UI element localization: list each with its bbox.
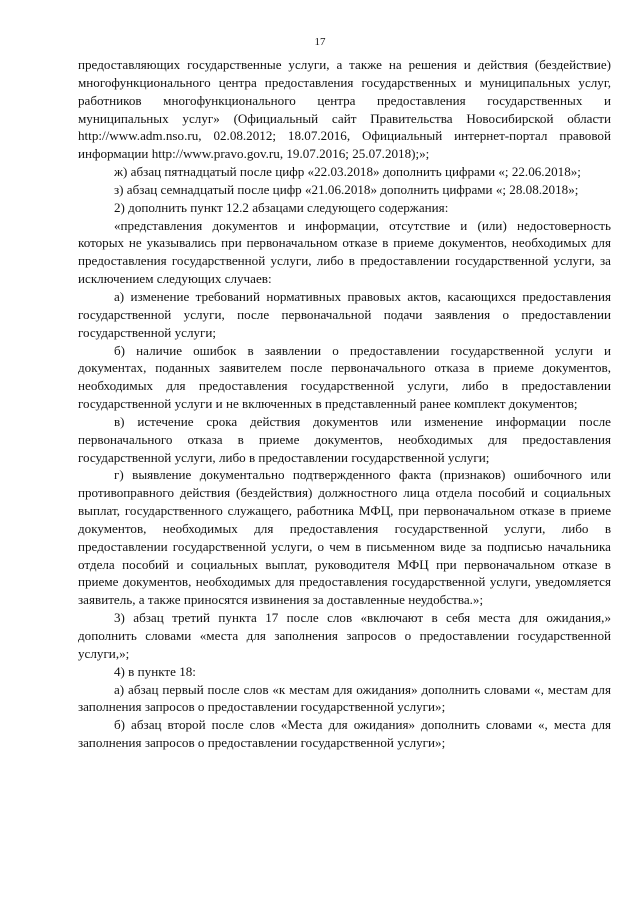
paragraph-item-3: 3) абзац третий пункта 17 после слов «включают в себя места для ожидания,» дополнить словами «места для заполнения запросов о предоставлении государственной услуги,»; [78, 610, 611, 661]
page-number: 17 [314, 36, 326, 48]
paragraph-item-g: г) выявление документально подтвержденного факта (признаков) ошибочного или противоправного действия (бездействия) должностного лица отдела пособий и социальных выплат, государственного служащего, работника МФЦ, при первоначальном отказе в приеме документов, необходимых для предоставления государственной услуги, либо в предоставлении государственной услуги, о чем в письменном виде за подписью начальника отдела пособий и социальных выплат, руководителя МФЦ при первоначальном отказе в приеме документов, необходимых для предоставления государственной услуги, уведомляется заявитель, а также приносятся извинения за доставленные неудобства.»; [78, 467, 611, 608]
paragraph-item-4b: б) абзац второй после слов «Места для ожидания» дополнить словами «, места для заполнения запросов о предоставлении государственной услуги»; [78, 717, 611, 751]
paragraph-item-v: в) истечение срока действия документов или изменение информации после первоначального отказа в приеме документов, необходимых для предоставления государственной услуги, либо в предоставлении государственной услуги; [78, 413, 611, 465]
paragraph-quote-start: «представления документов и информации, отсутствие и (или) недостоверность которых не указывались при первоначальном отказе в приеме документов, необходимых для предоставления государственной услуги, либо в предоставлении государственной услуги, за исключением следующих случаев: [78, 217, 611, 287]
paragraph-item-4a: а) абзац первый после слов «к местам для ожидания» дополнить словами «, местам для заполнения запросов о предоставлении государственной услуги»; [78, 681, 611, 715]
paragraph-item-zh: ж) абзац пятнадцатый после цифр «22.03.2018» дополнить цифрами «; 22.06.2018»; [114, 164, 581, 180]
paragraph-item-2: 2) дополнить пункт 12.2 абзацами следующего содержания: [114, 199, 449, 215]
paragraph-item-a: а) изменение требований нормативных правовых актов, касающихся предоставления государственной услуги, после первоначальной подачи заявления о предоставлении государственной услуги; [78, 288, 611, 340]
paragraph-item-b: б) наличие ошибок в заявлении о предоставлении государственной услуги и документах, поданных заявителем после первоначального отказа в приеме документов, необходимых для предоставления государственной услуги, либо в предоставлении государственной услуги и не включенных в представленный ранее комплект документов; [78, 342, 611, 412]
paragraph-continuation: предоставляющих государственные услуги, а также на решения и действия (бездействие) многофункционального центра предоставления государственных и муниципальных услуг, работников многофункционального центра предоставления государственных и муниципальных услуг» (Официальный сайт Правительства Новосибирской области http://www.adm.nso.ru, 02.08.2012; 18.07.2016, Официальный интернет-портал правовой информации http://www.pravo.gov.ru, 19.07.2016; 25.07.2018);»; [78, 57, 611, 162]
document-body [78, 56, 611, 752]
paragraph-item-4: 4) в пункте 18: [114, 663, 196, 679]
paragraph-item-z: з) абзац семнадцатый после цифр «21.06.2018» дополнить цифрами «; 28.08.2018»; [114, 181, 579, 197]
